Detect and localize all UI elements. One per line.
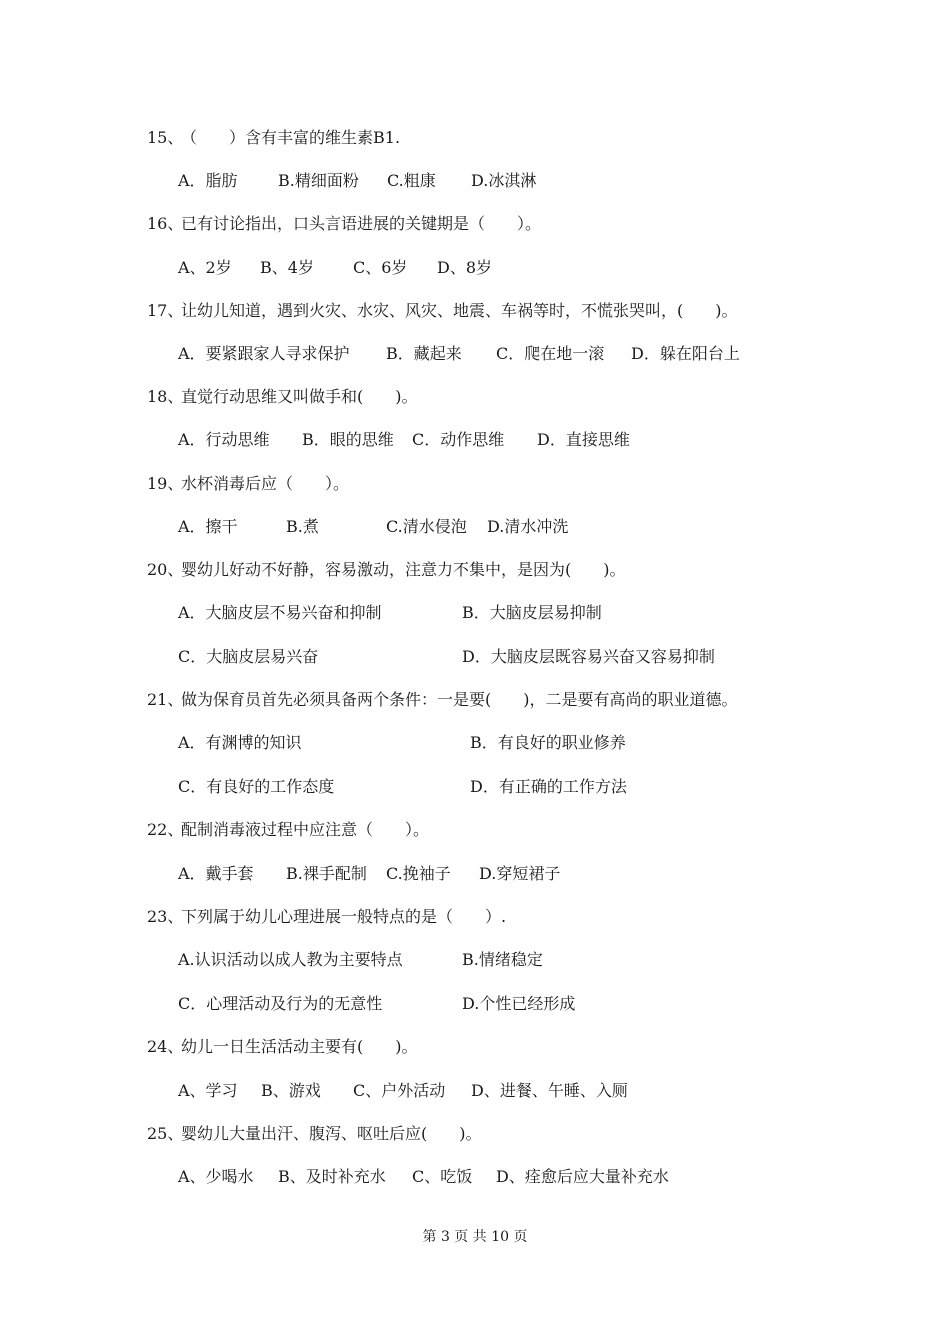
question-16-number: 16、 (147, 214, 184, 233)
question-23-option-a: A.认识活动以成人教为主要特点 (178, 950, 403, 969)
question-16-option-d: D、8岁 (437, 258, 493, 277)
question-17-option-d: D．躲在阳台上 (631, 344, 740, 363)
question-24-option-b: B、游戏 (261, 1081, 321, 1100)
question-24-option-c: C、户外活动 (353, 1081, 446, 1100)
question-16-option-b: B、4岁 (260, 258, 314, 277)
question-25-stem: 婴幼儿大量出汗、腹泻、呕吐后应( )。 (181, 1124, 482, 1143)
question-17-stem: 让幼儿知道，遇到火灾、水灾、风灾、地震、车祸等时，不慌张哭叫，( )。 (181, 301, 738, 320)
question-25-option-d: D、痊愈后应大量补充水 (496, 1167, 669, 1186)
question-15-option-d: D.冰淇淋 (471, 171, 537, 190)
question-18-option-b: B．眼的思维 (302, 430, 394, 449)
question-23-option-b: B.情绪稳定 (462, 950, 543, 969)
question-22-number: 22、 (147, 820, 184, 839)
question-21-option-c: C．有良好的工作态度 (178, 777, 335, 796)
question-24-option-a: A、学习 (178, 1081, 238, 1100)
question-21-option-d: D．有正确的工作方法 (470, 777, 627, 796)
question-17-option-c: C．爬在地一滚 (496, 344, 605, 363)
question-20-option-d: D．大脑皮层既容易兴奋又容易抑制 (462, 647, 715, 666)
question-19-option-b: B.煮 (286, 517, 319, 536)
question-19-stem: 水杯消毒后应（ ）。 (181, 474, 350, 493)
question-15-option-b: B.精细面粉 (278, 171, 359, 190)
question-19-option-d: D.清水冲洗 (487, 517, 569, 536)
question-18-option-d: D．直接思维 (537, 430, 630, 449)
question-22-stem: 配制消毒液过程中应注意（ ）。 (181, 820, 430, 839)
question-17-number: 17、 (147, 301, 184, 320)
question-16-option-c: C、6岁 (353, 258, 408, 277)
question-25-option-a: A、少喝水 (178, 1167, 254, 1186)
question-25-number: 25、 (147, 1124, 184, 1143)
question-19-option-a: A．擦干 (178, 517, 238, 536)
question-20-option-a: A．大脑皮层不易兴奋和抑制 (178, 603, 382, 622)
question-23-stem: 下列属于幼儿心理进展一般特点的是（ ）. (181, 907, 507, 926)
question-16-option-a: A、2岁 (178, 258, 232, 277)
question-15-option-a: A．脂肪 (178, 171, 238, 190)
question-22-option-a: A．戴手套 (178, 864, 254, 883)
question-19-number: 19、 (147, 474, 184, 493)
question-20-number: 20、 (147, 560, 184, 579)
question-23-number: 23、 (147, 907, 184, 926)
question-21-stem: 做为保育员首先必须具备两个条件：一是要( )，二是要有高尚的职业道德。 (181, 690, 738, 709)
question-21-option-b: B．有良好的职业修养 (470, 733, 626, 752)
question-19-option-c: C.清水侵泡 (386, 517, 467, 536)
question-22-option-b: B.裸手配制 (286, 864, 367, 883)
question-18-stem: 直觉行动思维又叫做手和( )。 (181, 387, 418, 406)
question-16-stem: 已有讨论指出，口头言语进展的关键期是（ ）。 (181, 214, 542, 233)
question-25-option-c: C、吃饭 (412, 1167, 473, 1186)
question-15-number: 15、 (147, 128, 184, 147)
question-20-stem: 婴幼儿好动不好静，容易激动，注意力不集中，是因为( )。 (181, 560, 626, 579)
question-20-option-b: B．大脑皮层易抑制 (462, 603, 602, 622)
question-21-number: 21、 (147, 690, 184, 709)
question-18-option-a: A．行动思维 (178, 430, 270, 449)
question-15-option-c: C.粗康 (387, 171, 436, 190)
question-17-option-b: B．藏起来 (386, 344, 462, 363)
question-24-stem: 幼儿一日生活活动主要有( )。 (181, 1037, 418, 1056)
question-25-option-b: B、及时补充水 (278, 1167, 386, 1186)
question-20-option-c: C．大脑皮层易兴奋 (178, 647, 319, 666)
question-18-option-c: C．动作思维 (412, 430, 505, 449)
question-24-number: 24、 (147, 1037, 184, 1056)
question-21-option-a: A．有渊博的知识 (178, 733, 302, 752)
question-23-option-c: C．心理活动及行为的无意性 (178, 994, 383, 1013)
question-24-option-d: D、进餐、午睡、入厕 (471, 1081, 628, 1100)
question-22-option-d: D.穿短裙子 (479, 864, 561, 883)
question-23-option-d: D.个性已经形成 (462, 994, 576, 1013)
question-17-option-a: A．要紧跟家人寻求保护 (178, 344, 350, 363)
question-18-number: 18、 (147, 387, 184, 406)
question-22-option-c: C.挽袖子 (386, 864, 451, 883)
page-footer: 第 3 页 共 10 页 (422, 1229, 528, 1245)
question-15-stem: （ ）含有丰富的维生素B1. (181, 128, 401, 147)
